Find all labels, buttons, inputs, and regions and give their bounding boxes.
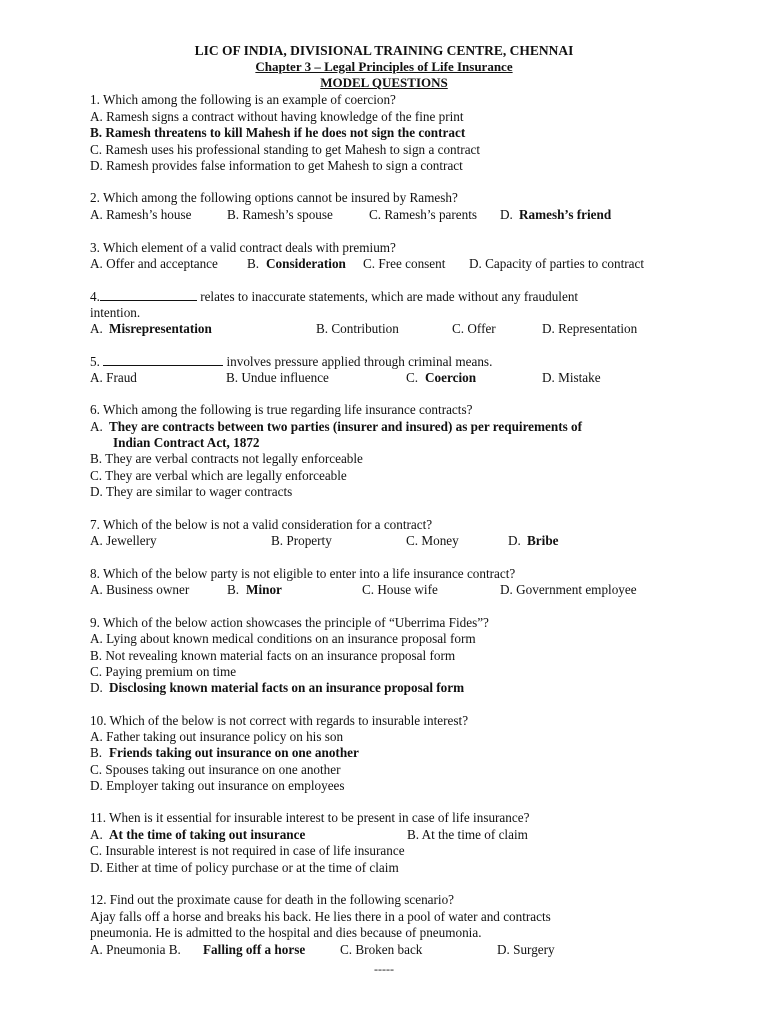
document-title: LIC OF INDIA, DIVISIONAL TRAINING CENTRE, CHENNAI xyxy=(194,43,574,58)
q2-option-c: C. Ramesh’s parents xyxy=(369,207,478,222)
q7-option-c: C. Money xyxy=(406,533,459,548)
q7-option-b: B. Property xyxy=(271,533,332,548)
q11-option-a-letter: A. xyxy=(90,827,103,842)
question-8: 8. Which of the below party is not eligible to enter into a life insurance contract? xyxy=(90,566,516,581)
question-4 xyxy=(90,288,578,305)
q8-option-d: D. Government employee xyxy=(500,582,637,597)
q4-options xyxy=(90,321,670,337)
q4-option-c: C. Offer xyxy=(452,321,496,336)
q8-option-a: A. Business owner xyxy=(90,582,190,597)
q6-option-a: They are contracts between two parties (insurer and insured) as per requirements of xyxy=(109,419,583,434)
q4-number: 4. xyxy=(90,289,100,304)
q1-option-b: B. Ramesh threatens to kill Mahesh if he does not sign the contract xyxy=(90,125,466,140)
q2-option-d-letter: D. xyxy=(500,207,513,222)
q2-option-d: Ramesh’s friend xyxy=(519,207,612,222)
q6-option-a-letter: A. xyxy=(90,419,103,434)
q8-option-c: C. House wife xyxy=(362,582,438,597)
q5-option-c-letter: C. xyxy=(406,370,419,385)
question-10: 10. Which of the below is not correct with regards to insurable interest? xyxy=(90,713,469,728)
q4-text-continued: intention. xyxy=(90,305,141,320)
q2-option-b: B. Ramesh’s spouse xyxy=(227,207,333,222)
q9-option-a: A. Lying about known medical conditions on an insurance proposal form xyxy=(90,631,476,646)
q9-option-d: Disclosing known material facts on an insurance proposal form xyxy=(109,680,465,695)
q1-option-a: A. Ramesh signs a contract without having knowledge of the fine print xyxy=(90,109,464,124)
q4-blank xyxy=(100,288,197,301)
q9-option-b: B. Not revealing known material facts on an insurance proposal form xyxy=(90,648,456,663)
q1-option-d: D. Ramesh provides false information to get Mahesh to sign a contract xyxy=(90,158,463,173)
question-2: 2. Which among the following options cannot be insured by Ramesh? xyxy=(90,190,458,205)
q7-option-d-letter: D. xyxy=(508,533,521,548)
question-5 xyxy=(90,353,492,370)
q10-option-b-letter: B. xyxy=(90,745,103,760)
q2-options xyxy=(90,207,670,223)
q7-options xyxy=(90,533,670,549)
q5-option-c: Coercion xyxy=(425,370,477,385)
q12-option-b: Falling off a horse xyxy=(203,942,306,957)
q4-option-b: B. Contribution xyxy=(316,321,399,336)
q4-option-d: D. Representation xyxy=(542,321,638,336)
q3-option-b-letter: B. xyxy=(247,256,260,271)
question-3: 3. Which element of a valid contract deals with premium? xyxy=(90,240,396,255)
q5-text: involves pressure applied through criminal means. xyxy=(226,354,493,369)
q11-option-d: D. Either at time of policy purchase or at the time of claim xyxy=(90,860,399,875)
q12-scenario-line-1: Ajay falls off a horse and breaks his back. He lies there in a pool of water and contracts xyxy=(90,909,551,924)
q6-option-c: C. They are verbal which are legally enforceable xyxy=(90,468,347,483)
q12-options xyxy=(90,942,670,958)
question-9: 9. Which of the below action showcases the principle of “Uberrima Fides”? xyxy=(90,615,489,630)
q11-option-b: B. At the time of claim xyxy=(407,827,528,842)
q2-option-a: A. Ramesh’s house xyxy=(90,207,192,222)
page-footer: ----- xyxy=(374,962,394,976)
q5-option-b: B. Undue influence xyxy=(226,370,329,385)
q5-option-a: A. Fraud xyxy=(90,370,137,385)
q3-option-c: C. Free consent xyxy=(363,256,446,271)
q1-option-c: C. Ramesh uses his professional standing to get Mahesh to sign a contract xyxy=(90,142,481,157)
q11-options-ab xyxy=(90,827,670,843)
q12-option-a: A. Pneumonia B. xyxy=(90,942,181,957)
q12-scenario-line-2: pneumonia. He is admitted to the hospital and dies because of pneumonia. xyxy=(90,925,482,940)
q8-option-b-letter: B. xyxy=(227,582,240,597)
q9-option-c: C. Paying premium on time xyxy=(90,664,237,679)
q10-option-b: Friends taking out insurance on one another xyxy=(109,745,359,760)
q6-option-b: B. They are verbal contracts not legally enforceable xyxy=(90,451,363,466)
q6-option-a-row xyxy=(90,419,670,435)
q3-option-a: A. Offer and acceptance xyxy=(90,256,218,271)
question-11: 11. When is it essential for insurable interest to be present in case of life insurance? xyxy=(90,810,530,825)
question-7: 7. Which of the below is not a valid consideration for a contract? xyxy=(90,517,433,532)
question-1: 1. Which among the following is an example of coercion? xyxy=(90,92,396,107)
q10-option-a: A. Father taking out insurance policy on his son xyxy=(90,729,344,744)
q12-option-d: D. Surgery xyxy=(497,942,555,957)
q3-option-d: D. Capacity of parties to contract xyxy=(469,256,645,271)
q4-option-a-letter: A. xyxy=(90,321,103,336)
question-12: 12. Find out the proximate cause for death in the following scenario? xyxy=(90,892,455,907)
q5-option-d: D. Mistake xyxy=(542,370,601,385)
section-title: MODEL QUESTIONS xyxy=(320,75,448,90)
q3-option-b: Consideration xyxy=(266,256,346,271)
question-6: 6. Which among the following is true regarding life insurance contracts? xyxy=(90,402,473,417)
q11-option-c: C. Insurable interest is not required in case of life insurance xyxy=(90,843,405,858)
q12-option-c: C. Broken back xyxy=(340,942,423,957)
q5-blank xyxy=(103,353,223,366)
q10-option-d: D. Employer taking out insurance on employees xyxy=(90,778,345,793)
q8-options xyxy=(90,582,670,598)
q6-option-d: D. They are similar to wager contracts xyxy=(90,484,293,499)
q9-option-d-row xyxy=(90,680,670,696)
q4-text: relates to inaccurate statements, which are made without any fraudulent xyxy=(200,289,579,304)
q11-option-a: At the time of taking out insurance xyxy=(109,827,306,842)
q8-option-b: Minor xyxy=(246,582,282,597)
q7-option-a: A. Jewellery xyxy=(90,533,157,548)
q10-option-b-row xyxy=(90,745,670,761)
chapter-title: Chapter 3 – Legal Principles of Life Insurance xyxy=(255,59,513,74)
q10-option-c: C. Spouses taking out insurance on one another xyxy=(90,762,341,777)
q5-options xyxy=(90,370,670,386)
q7-option-d: Bribe xyxy=(527,533,559,548)
q3-options xyxy=(90,256,670,272)
q9-option-d-letter: D. xyxy=(90,680,103,695)
q4-option-a: Misrepresentation xyxy=(109,321,212,336)
q6-option-a-continued: Indian Contract Act, 1872 xyxy=(113,435,260,450)
q5-number: 5. xyxy=(90,354,100,369)
